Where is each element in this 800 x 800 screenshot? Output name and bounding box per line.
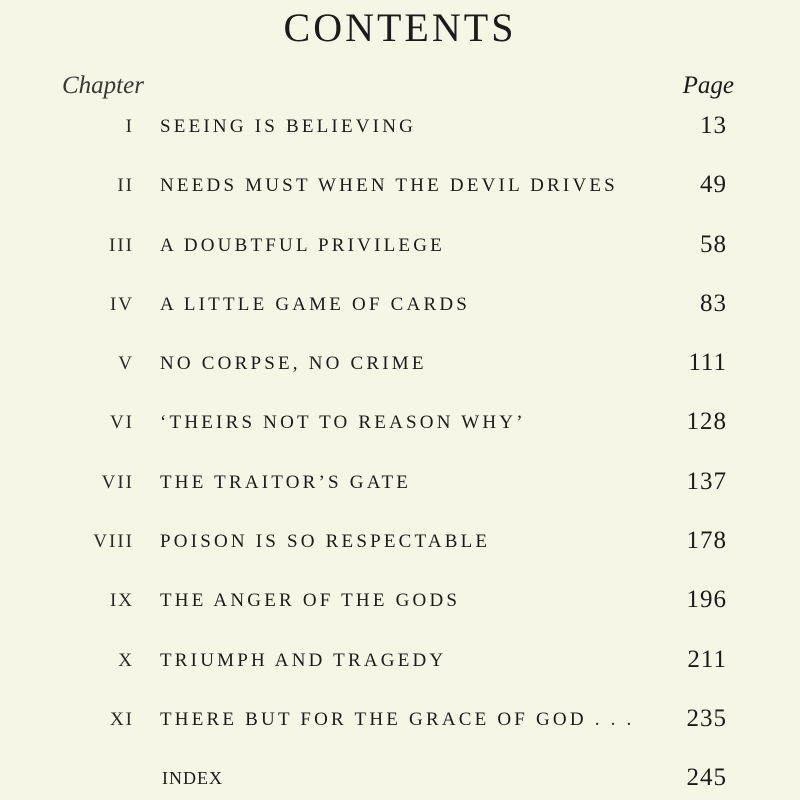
page-number: 196	[686, 586, 727, 614]
page-column-header: Page	[682, 72, 734, 99]
chapter-number: X	[118, 649, 134, 671]
toc-entry	[0, 394, 800, 453]
chapter-number: III	[109, 234, 134, 256]
chapter-title: THE TRAITOR’S GATE	[160, 471, 412, 493]
chapter-number: XI	[109, 708, 134, 730]
chapter-title: A LITTLE GAME OF CARDS	[160, 293, 471, 315]
chapter-title: POISON IS SO RESPECTABLE	[160, 531, 491, 553]
chapter-number: VIII	[93, 531, 134, 553]
page-title: CONTENTS	[283, 5, 517, 50]
toc-entry	[0, 454, 800, 513]
toc-entry-index	[0, 750, 800, 800]
toc-entry	[0, 98, 800, 157]
toc-entry	[0, 276, 800, 335]
page-number: 49	[700, 171, 727, 199]
chapter-number: VI	[109, 412, 134, 434]
toc-entry	[0, 632, 800, 691]
page-number: 178	[686, 527, 727, 555]
toc-entry	[0, 691, 800, 750]
chapter-title: SEEING IS BELIEVING	[160, 116, 417, 137]
chapter-title: NO CORPSE, NO CRIME	[160, 353, 427, 375]
chapter-title: NEEDS MUST WHEN THE DEVIL DRIVES	[160, 175, 618, 197]
chapter-title: ‘THEIRS NOT TO REASON WHY’	[160, 412, 526, 434]
page-number: 83	[700, 289, 727, 317]
chapter-number: II	[117, 175, 134, 197]
chapter-number: IX	[109, 590, 134, 612]
chapter-title: THE ANGER OF THE GODS	[160, 590, 461, 612]
chapter-number: I	[125, 116, 134, 137]
page-number: 235	[686, 704, 727, 732]
chapter-column-header: Chapter	[62, 72, 144, 99]
page-number: 58	[700, 230, 727, 258]
chapter-title: INDEX	[162, 768, 223, 789]
chapter-title: TRIUMPH AND TRAGEDY	[160, 649, 447, 671]
toc-entry	[0, 335, 800, 394]
toc-entry	[0, 217, 800, 276]
toc-entry	[0, 572, 800, 631]
page-number: 111	[688, 349, 727, 377]
page-number: 13	[700, 112, 727, 139]
chapter-number: IV	[109, 293, 134, 315]
page-number: 137	[686, 467, 727, 495]
chapter-title: A DOUBTFUL PRIVILEGE	[160, 234, 445, 256]
contents-list	[0, 98, 800, 800]
toc-entry	[0, 157, 800, 216]
chapter-title: THERE BUT FOR THE GRACE OF GOD . . .	[160, 708, 635, 730]
chapter-number: V	[118, 353, 134, 375]
page-number: 245	[686, 764, 727, 792]
chapter-number: VII	[101, 471, 134, 493]
toc-entry	[0, 513, 800, 572]
page-number: 211	[687, 645, 727, 673]
page-number: 128	[686, 408, 727, 436]
